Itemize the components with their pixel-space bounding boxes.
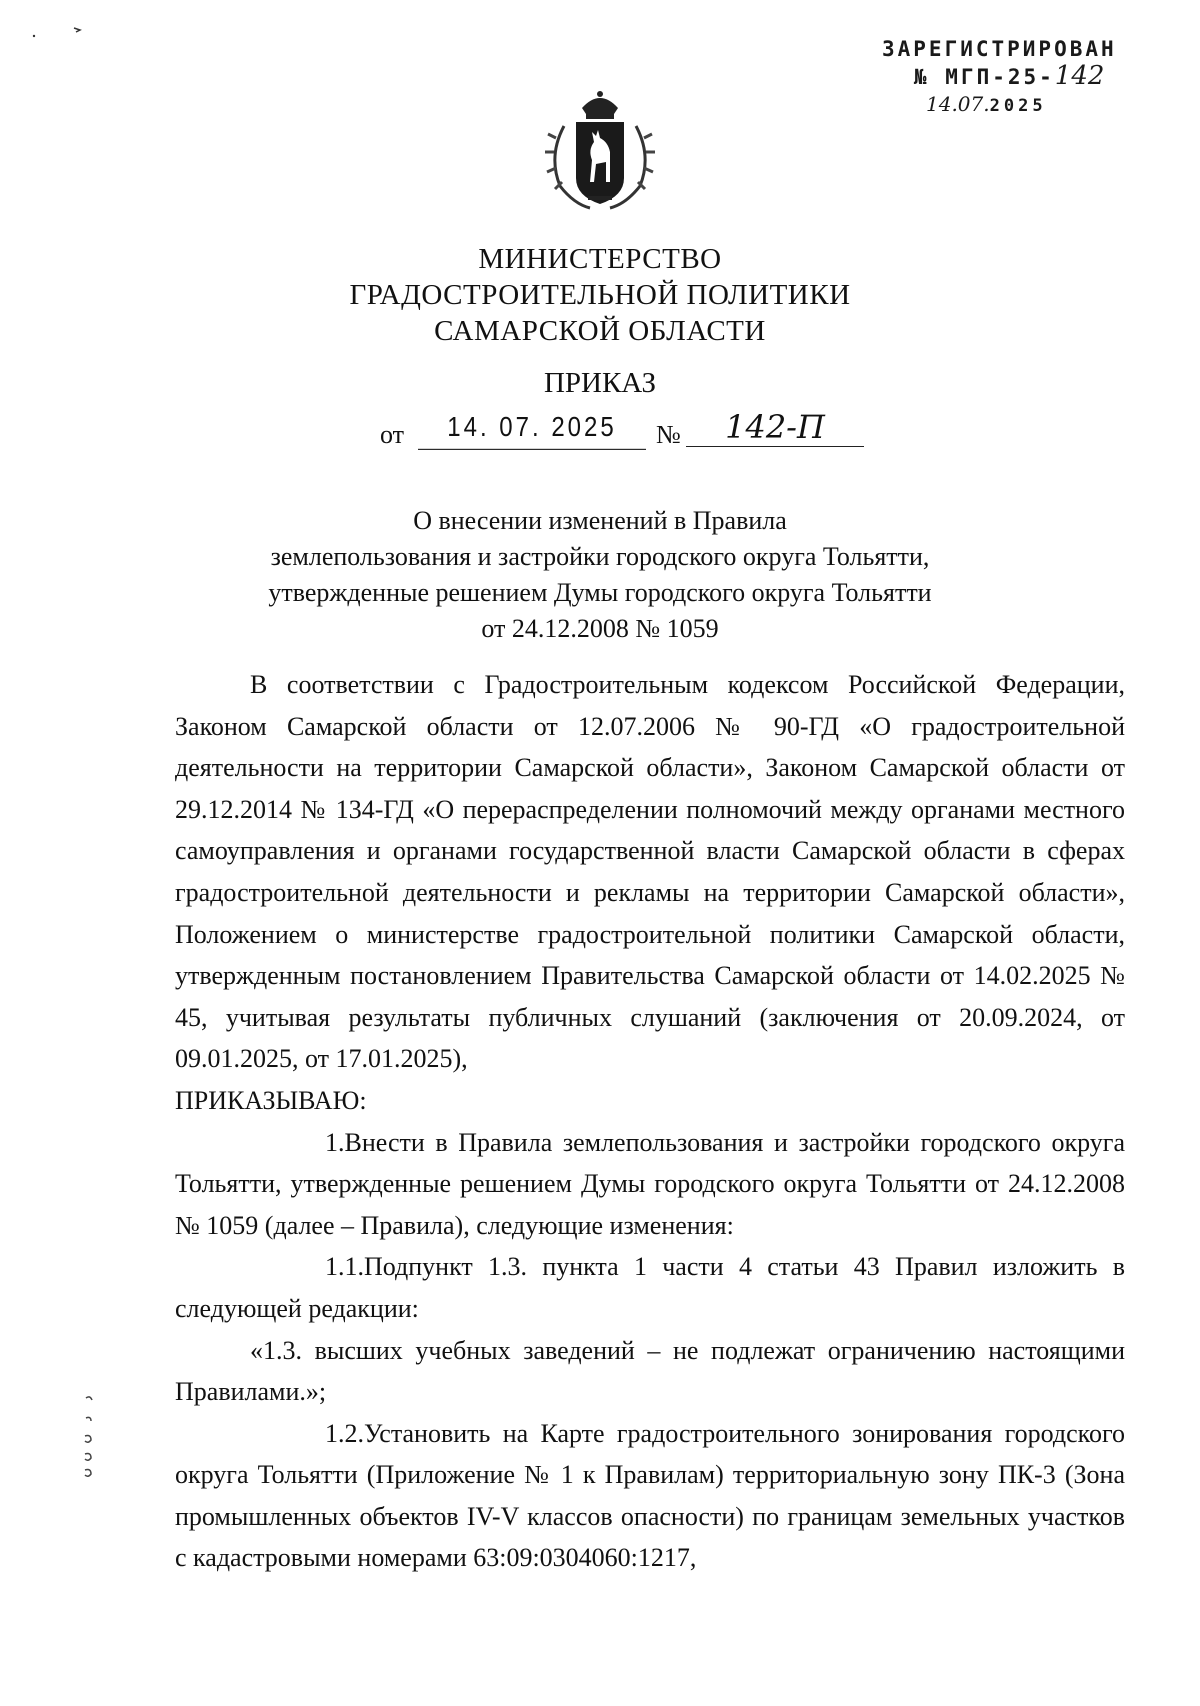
preamble-paragraph: В соответствии с Градостроительным кодексом Российской Федерации, Законом Самарской области от 12.07.2006 № 90-ГД «О градостроительной деятельности на территории Самарской области», Законом Самарской области от 29.12.2014 № 134-ГД «О перераспределении полномочий между органами местного самоуправления и органами государственной власти Самарской области в сферах градостроительной деятельности и рекламы на территории Самарской области», Положением о министерстве градостроительной политики Самарской области, утвержденным постановлением Правительства Самарской области от 14.02.2025 № 45, учитывая результаты публичных слушаний (заключения от 20.09.2024, от 09.01.2025, от 17.01.2025), — [175, 670, 1125, 1074]
item-number: 1.2. — [325, 1418, 364, 1448]
order-body — [175, 664, 1125, 1579]
order-title: ПРИКАЗ — [543, 367, 657, 399]
margin-scan-mark — [78, 1392, 98, 1482]
stamp-line-date — [882, 91, 1117, 120]
ministry-name — [0, 241, 1200, 349]
subject-line: О внесении изменений в Правила — [413, 506, 787, 535]
item-text: Внести в Правила землепользования и застройки городского округа Тольятти, утвержденные решением Думы городского округа Тольятти от 24.12.2008 № 1059 (далее – Правила), следующие изменения: — [175, 1127, 1125, 1240]
subject-line: утвержденные решением Думы городского округа Тольятти — [268, 578, 932, 607]
subject-line: от 24.12.2008 № 1059 — [481, 614, 719, 643]
item-1 — [175, 1122, 1125, 1247]
item-text: Подпункт 1.3. пункта 1 части 4 статьи 43 Правил изложить в следующей редакции: — [175, 1252, 1125, 1323]
order-word: ПРИКАЗЫВАЮ: — [175, 1085, 367, 1115]
ministry-line: САМАРСКОЙ ОБЛАСТИ — [434, 315, 766, 347]
item-number: 1.1. — [325, 1252, 364, 1282]
scan-artifact-mark — [30, 22, 90, 42]
number-label: № — [656, 420, 681, 449]
order-subject — [0, 503, 1200, 647]
order-number-handwritten: 142-П — [686, 408, 864, 447]
stamp-line-registered: ЗАРЕГИСТРИРОВАН — [882, 37, 1117, 61]
quoted-text: «1.3. высших учебных заведений – не подлежат ограничению настоящими Правилами.»; — [175, 1335, 1125, 1407]
stamp-date-year: 2025 — [989, 96, 1047, 116]
samara-coat-of-arms-icon — [530, 86, 670, 216]
ministry-line: ГРАДОСТРОИТЕЛЬНОЙ ПОЛИТИКИ — [349, 279, 851, 311]
item-1-1 — [175, 1246, 1125, 1329]
order-date: 14. 07. 2025 — [418, 412, 646, 450]
ministry-line: МИНИСТЕРСТВО — [478, 243, 722, 275]
registration-stamp — [882, 36, 1117, 120]
stamp-number-handwritten: 142 — [1054, 61, 1105, 91]
subject-line: землепользования и застройки городского округа Тольятти, — [270, 542, 930, 571]
order-date-number-line — [380, 408, 840, 452]
stamp-date-handwritten: 14.07. — [926, 92, 990, 116]
from-label: от — [380, 420, 405, 449]
item-1-2 — [175, 1413, 1125, 1579]
item-text: Установить на Карте градостроительного зонирования городского округа Тольятти (Приложение № 1 к Правилам) территориальную зону ПК-3 (Зона промышленных объектов IV-V классов опасности) по границам земельных участков с кадастровыми номерами 63:09:0304060:1217, — [175, 1418, 1125, 1573]
stamp-line-number — [882, 63, 1117, 91]
item-number: 1. — [325, 1127, 345, 1157]
stamp-number-prefix: № МГП-25- — [914, 65, 1055, 89]
